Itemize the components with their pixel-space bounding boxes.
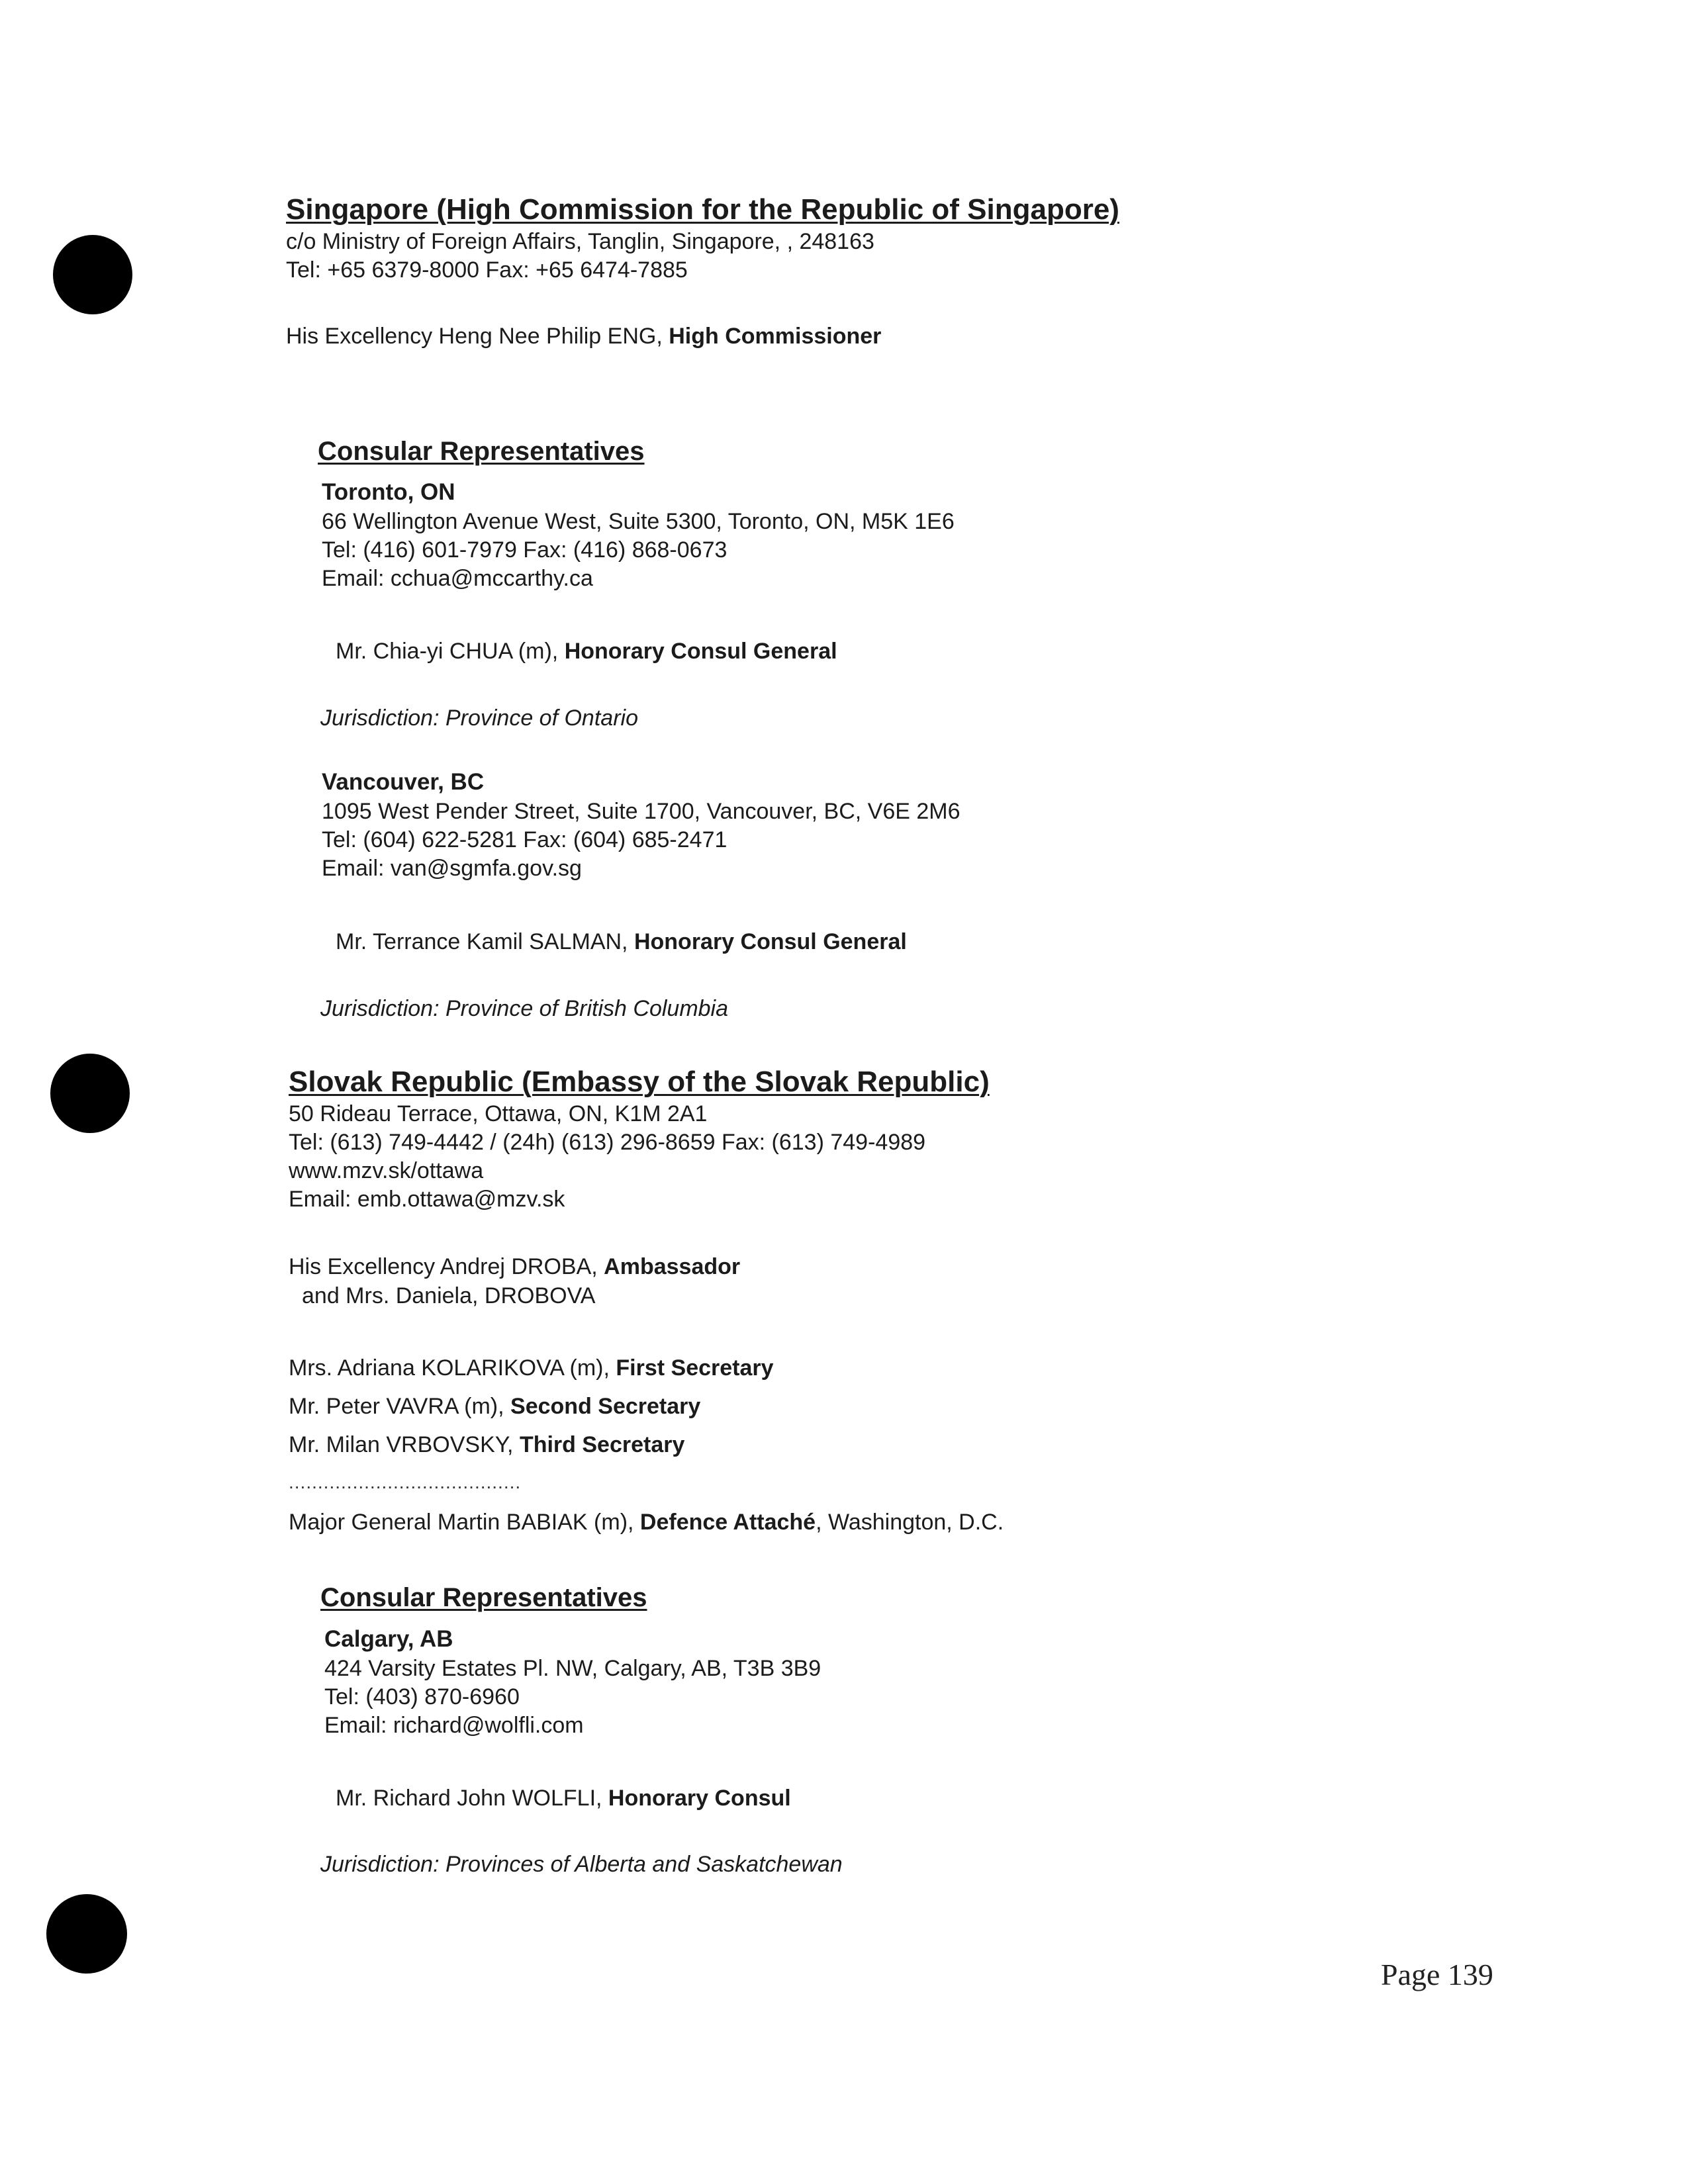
vancouver-email: Email: van@sgmfa.gov.sg: [322, 856, 582, 881]
slovakia-website: www.mzv.sk/ottawa: [289, 1158, 484, 1183]
vancouver-city: Vancouver, BC: [322, 769, 485, 795]
calgary-consul: [336, 1784, 791, 1813]
calgary-jurisdiction: Jurisdiction: Provinces of Alberta and Saskatchewan: [320, 1852, 843, 1877]
separator-dots: ........................................: [289, 1472, 522, 1492]
toronto-email: Email: cchua@mccarthy.ca: [322, 566, 593, 591]
staff-name: Mr. Milan VRBOVSKY,: [289, 1432, 520, 1457]
slovakia-address: 50 Rideau Terrace, Ottawa, ON, K1M 2A1: [289, 1101, 708, 1126]
ambassador-name: His Excellency Andrej DROBA,: [289, 1254, 604, 1279]
toronto-city: Toronto, ON: [322, 479, 455, 505]
vancouver-jurisdiction: Jurisdiction: Province of British Columbia: [320, 996, 729, 1021]
staff-title: Third Secretary: [519, 1432, 685, 1457]
singapore-address: c/o Ministry of Foreign Affairs, Tanglin, Singapore, , 248163: [286, 229, 874, 254]
consul-title: Honorary Consul General: [633, 929, 907, 954]
staff-third-secretary: [289, 1431, 684, 1459]
staff-name: Mrs. Adriana KOLARIKOVA (m),: [289, 1355, 616, 1381]
slovakia-consular-heading: Consular Representatives: [320, 1583, 647, 1612]
slovakia-ambassador: [289, 1253, 740, 1281]
staff-title: Second Secretary: [510, 1394, 701, 1419]
consul-name: Mr. Terrance Kamil SALMAN,: [336, 929, 634, 954]
consul-name: Mr. Chia-yi CHUA (m),: [336, 639, 565, 664]
head-of-mission-name: His Excellency Heng Nee Philip ENG,: [286, 324, 669, 349]
vancouver-phone: Tel: (604) 622-5281 Fax: (604) 685-2471: [322, 827, 727, 852]
staff-title: First Secretary: [616, 1355, 774, 1381]
consul-title: Honorary Consul General: [564, 639, 837, 664]
calgary-email: Email: richard@wolfli.com: [324, 1713, 584, 1738]
binder-hole-top: [53, 235, 132, 314]
toronto-consul: [336, 637, 837, 666]
vancouver-consul: [336, 928, 907, 956]
singapore-phone: Tel: +65 6379-8000 Fax: +65 6474-7885: [286, 257, 688, 283]
slovakia-phone: Tel: (613) 749-4442 / (24h) (613) 296-8659 Fax: (613) 749-4989: [289, 1130, 926, 1155]
page-number: Page 139: [1381, 1958, 1493, 1991]
ambassador-title: Ambassador: [604, 1254, 741, 1279]
toronto-address: 66 Wellington Avenue West, Suite 5300, Toronto, ON, M5K 1E6: [322, 509, 955, 534]
singapore-consular-heading: Consular Representatives: [318, 437, 645, 466]
singapore-heading: Singapore (High Commission for the Republic of Singapore): [286, 193, 1119, 226]
calgary-city: Calgary, AB: [324, 1626, 453, 1652]
slovakia-email: Email: emb.ottawa@mzv.sk: [289, 1187, 565, 1212]
defence-attache: [289, 1508, 1004, 1537]
consul-title: Honorary Consul: [608, 1786, 791, 1811]
attache-title: Defence Attaché: [639, 1510, 816, 1535]
calgary-address: 424 Varsity Estates Pl. NW, Calgary, AB, T3B 3B9: [324, 1656, 821, 1681]
slovakia-heading: Slovak Republic (Embassy of the Slovak Republic): [289, 1066, 990, 1098]
staff-second-secretary: [289, 1392, 700, 1421]
staff-name: Mr. Peter VAVRA (m),: [289, 1394, 511, 1419]
singapore-head-of-mission: [286, 322, 881, 351]
head-of-mission-title: High Commissioner: [669, 324, 882, 349]
toronto-jurisdiction: Jurisdiction: Province of Ontario: [320, 705, 638, 731]
staff-first-secretary: [289, 1354, 774, 1383]
binder-hole-bottom: [46, 1894, 127, 1974]
calgary-phone: Tel: (403) 870-6960: [324, 1684, 520, 1709]
consul-name: Mr. Richard John WOLFLI,: [336, 1786, 608, 1811]
binder-hole-middle: [50, 1054, 130, 1133]
slovakia-spouse: and Mrs. Daniela, DROBOVA: [302, 1283, 596, 1308]
vancouver-address: 1095 West Pender Street, Suite 1700, Vancouver, BC, V6E 2M6: [322, 799, 961, 824]
attache-location: , Washington, D.C.: [816, 1510, 1004, 1535]
attache-name: Major General Martin BABIAK (m),: [289, 1510, 640, 1535]
toronto-phone: Tel: (416) 601-7979 Fax: (416) 868-0673: [322, 537, 727, 563]
